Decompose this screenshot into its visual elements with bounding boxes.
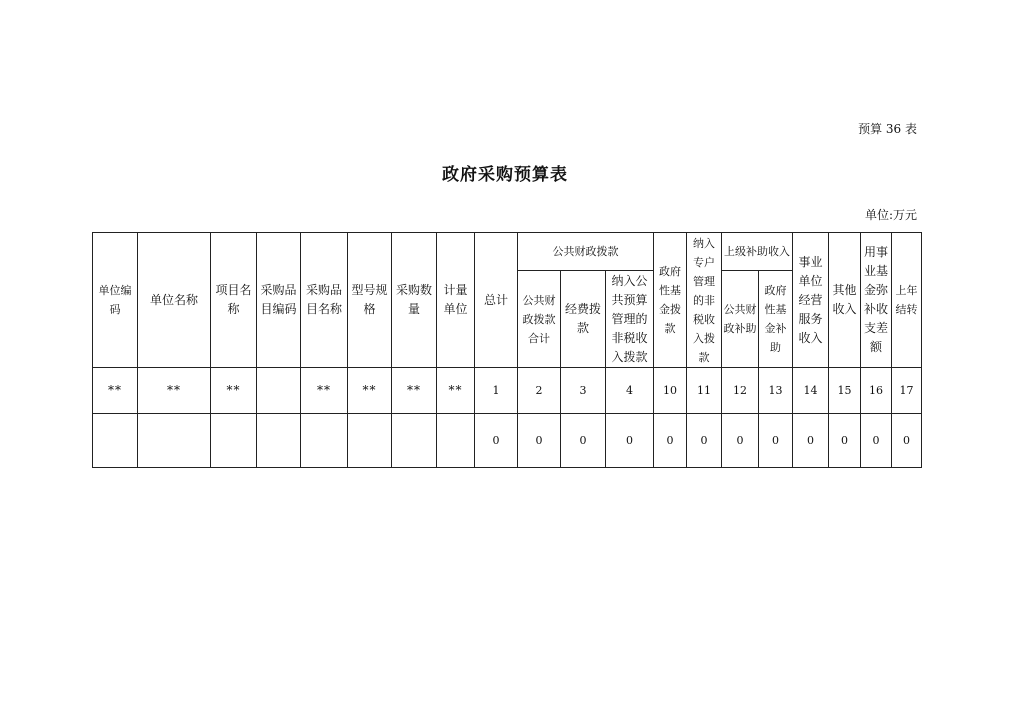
table-cell: 0 [861,414,892,468]
header-gov-fund: 政府性基金拨款 [654,233,687,368]
table-cell: 0 [722,414,759,468]
table-cell: 15 [829,368,861,414]
table-cell: ** [437,368,475,414]
header-unit-code: 单位编码 [93,233,138,368]
table-cell: 0 [606,414,654,468]
table-cell: 16 [861,368,892,414]
table-cell: ** [138,368,211,414]
header-unit-name: 单位名称 [138,233,211,368]
header-row-1 [93,233,922,271]
table-cell: 0 [687,414,722,468]
table-cell: 12 [722,368,759,414]
header-public-group: 公共财政拨款 [518,233,654,271]
table-cell: ** [93,368,138,414]
form-number: 预算 36 表 [858,122,917,136]
table-cell [211,414,257,468]
header-sup-public: 公共财政补助 [722,271,759,368]
table-cell [257,368,301,414]
table-cell: 0 [561,414,606,468]
header-project-name: 项目名称 [211,233,257,368]
table-cell: 13 [759,368,793,414]
table-cell: 0 [759,414,793,468]
header-carryover: 上年结转 [892,233,922,368]
header-item-code: 采购品目编码 [257,233,301,368]
header-other: 其他收入 [829,233,861,368]
table-cell: 10 [654,368,687,414]
header-sup-fund: 政府性基金补助 [759,271,793,368]
header-superior-group: 上级补助收入 [722,233,793,271]
header-expense: 经费拨款 [561,271,606,368]
table-cell: 0 [518,414,561,468]
header-total: 总计 [475,233,518,368]
table-cell: 0 [793,414,829,468]
table-cell: 0 [475,414,518,468]
unit-label: 单位:万元 [864,208,917,222]
table-cell: ** [301,368,348,414]
table-cell: ** [392,368,437,414]
table-cell: 1 [475,368,518,414]
header-item-name: 采购品目名称 [301,233,348,368]
table-cell [437,414,475,468]
table-row-values [93,414,922,468]
table-cell: 11 [687,368,722,414]
header-model: 型号规格 [348,233,392,368]
table-cell [138,414,211,468]
table-cell [348,414,392,468]
table-cell: ** [348,368,392,414]
table-cell: 4 [606,368,654,414]
budget-table [92,232,922,468]
table-cell [257,414,301,468]
header-public-total: 公共财政拨款合计 [518,271,561,368]
header-special-account: 纳入专户管理的非税收入拨款 [687,233,722,368]
table-cell: ** [211,368,257,414]
page-title: 政府采购预算表 [442,165,568,185]
table-cell: 0 [829,414,861,468]
table-cell: 3 [561,368,606,414]
header-quantity: 采购数量 [392,233,437,368]
table-cell [392,414,437,468]
header-fund-offset: 用事业基金弥补收支差额 [861,233,892,368]
table-cell [301,414,348,468]
table-cell: 17 [892,368,922,414]
header-nontax: 纳入公共预算管理的非税收入拨款 [606,271,654,368]
header-business: 事业单位经营服务收入 [793,233,829,368]
table-cell: 2 [518,368,561,414]
table-row-index [93,368,922,414]
table-cell: 0 [892,414,922,468]
table-cell [93,414,138,468]
table-cell: 0 [654,414,687,468]
table-cell: 14 [793,368,829,414]
header-measure-unit: 计量单位 [437,233,475,368]
